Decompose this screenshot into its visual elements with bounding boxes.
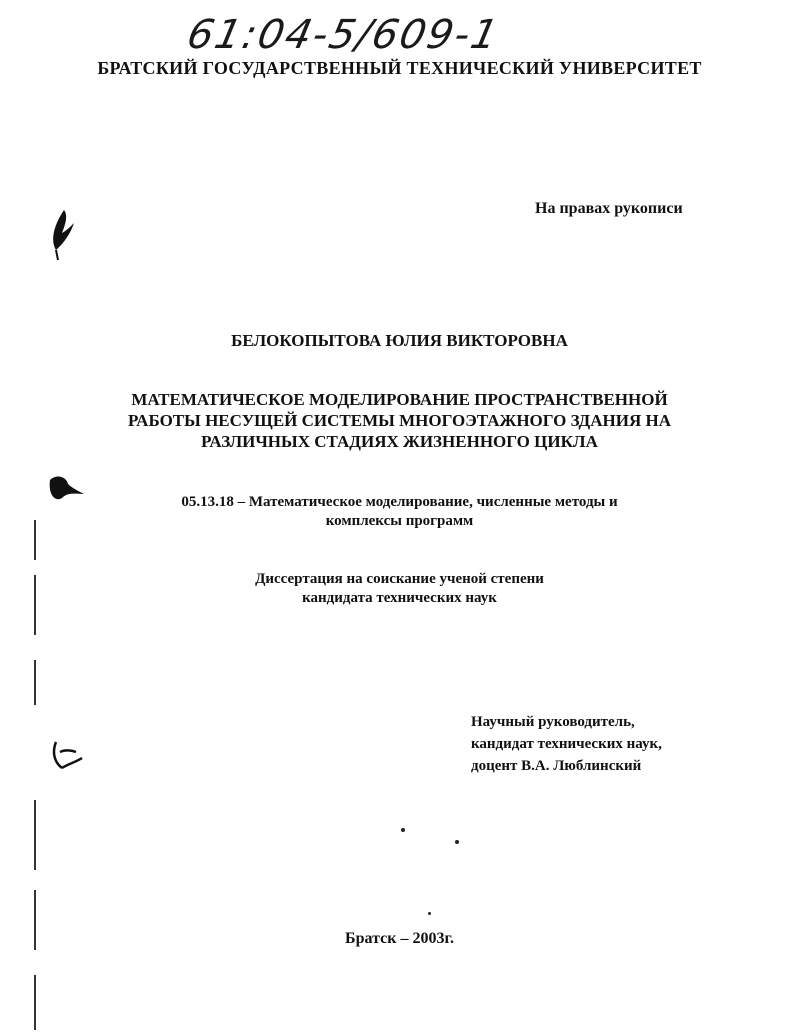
supervisor-line: кандидат технических наук, (471, 736, 662, 752)
supervisor-block (471, 711, 662, 777)
scan-speck (455, 840, 459, 844)
scan-speck (401, 828, 405, 832)
binding-mark-lower (46, 738, 86, 778)
degree-line: кандидата технических наук (302, 590, 497, 606)
binding-mark-middle (42, 470, 87, 510)
degree-statement (0, 570, 799, 608)
specialty-line: комплексы программ (325, 513, 474, 529)
binding-mark-top (44, 205, 84, 265)
scan-speck (428, 912, 431, 915)
archive-code-handwritten: 61:04-5/609-1 (183, 12, 504, 58)
supervisor-line: Научный руководитель, (471, 714, 635, 730)
scan-edge-line (34, 660, 36, 705)
title-line: РАБОТЫ НЕСУЩЕЙ СИСТЕМЫ МНОГОЭТАЖНОГО ЗДАНИЯ НА (127, 411, 672, 430)
university-name: БРАТСКИЙ ГОСУДАРСТВЕННЫЙ ТЕХНИЧЕСКИЙ УНИВЕРСИТЕТ (97, 58, 702, 78)
specialty-line: 05.13.18 – Математическое моделирование, численные методы и (181, 494, 618, 510)
title-line: МАТЕМАТИЧЕСКОЕ МОДЕЛИРОВАНИЕ ПРОСТРАНСТВЕННОЙ (131, 390, 668, 409)
scan-edge-line (34, 520, 36, 560)
scan-edge-line (34, 800, 36, 870)
scan-edge-line (34, 575, 36, 635)
specialty-code (0, 493, 799, 531)
title-line: РАЗЛИЧНЫХ СТАДИЯХ ЖИЗНЕННОГО ЦИКЛА (201, 432, 598, 451)
city-year: Братск – 2003г. (345, 930, 454, 947)
rights-note: На правах рукописи (535, 200, 683, 217)
scan-edge-line (34, 890, 36, 950)
degree-line: Диссертация на соискание ученой степени (255, 571, 544, 587)
dissertation-title (0, 389, 799, 452)
scan-edge-line (34, 975, 36, 1030)
author-name: БЕЛОКОПЫТОВА ЮЛИЯ ВИКТОРОВНА (231, 331, 568, 350)
supervisor-line: доцент В.А. Люблинский (471, 758, 642, 774)
